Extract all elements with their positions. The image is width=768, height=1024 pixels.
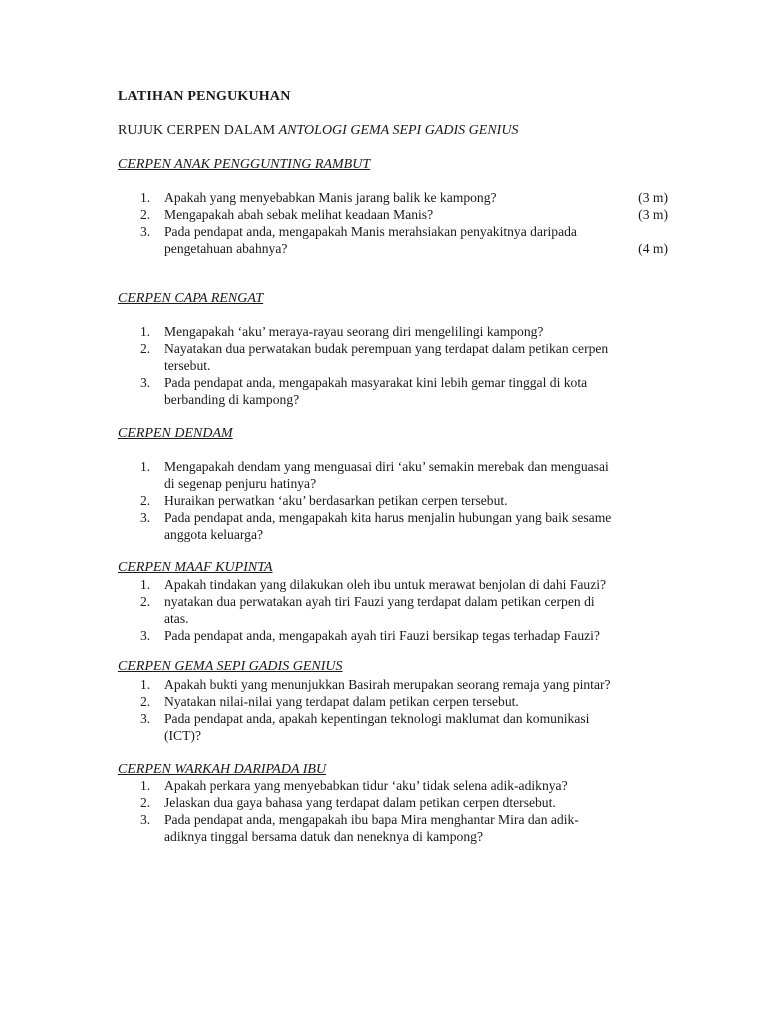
question-item (118, 374, 678, 408)
page-subtitle (118, 122, 518, 139)
question-text-line: Pada pendapat anda, mengapakah kita harus menjalin hubungan yang baik sesame (164, 510, 612, 525)
question-number: 2. (140, 795, 151, 810)
section-heading: CERPEN GEMA SEPI GADIS GENIUS (118, 659, 343, 674)
question-item (118, 593, 678, 627)
question-text-line: Pada pendapat anda, mengapakah ibu bapa Mira menghantar Mira dan adik- (164, 812, 579, 827)
question-text-line: atas. (164, 611, 189, 626)
question-marks: (3 m) (638, 207, 668, 222)
question-number: 2. (140, 341, 151, 356)
question-list (118, 323, 678, 408)
question-list (118, 777, 678, 845)
section-heading: CERPEN MAAF KUPINTA (118, 560, 273, 575)
question-text-line: Apakah bukti yang menunjukkan Basirah merupakan seorang remaja yang pintar? (164, 677, 611, 692)
subtitle-anthology: ANTOLOGI GEMA SEPI GADIS GENIUS (278, 123, 519, 138)
question-text-line: Mengapakah ‘aku’ meraya-rayau seorang diri mengelilingi kampong? (164, 324, 544, 339)
question-number: 3. (140, 224, 151, 239)
question-text-line: Apakah tindakan yang dilakukan oleh ibu untuk merawat benjolan di dahi Fauzi? (164, 577, 607, 592)
question-text-line: Huraikan perwatkan ‘aku’ berdasarkan petikan cerpen tersebut. (164, 493, 508, 508)
question-number: 2. (140, 594, 151, 609)
question-item (118, 627, 678, 644)
question-item (118, 710, 678, 744)
question-number: 2. (140, 493, 151, 508)
question-item (118, 323, 678, 340)
question-number: 2. (140, 207, 151, 222)
question-text-line: Nyatakan nilai-nilai yang terdapat dalam petikan cerpen tersebut. (164, 694, 519, 709)
question-text-line: tersebut. (164, 358, 211, 373)
question-item (118, 223, 678, 257)
question-text-line: Pada pendapat anda, apakah kepentingan teknologi maklumat dan komunikasi (164, 711, 590, 726)
question-text-line: Jelaskan dua gaya bahasa yang terdapat dalam petikan cerpen dtersebut. (164, 795, 556, 810)
question-text-line: (ICT)? (164, 728, 201, 743)
question-list (118, 676, 678, 744)
question-list (118, 458, 678, 543)
question-text-line: Mengapakah dendam yang menguasai diri ‘aku’ semakin merebak dan menguasai (164, 459, 609, 474)
section-heading: CERPEN WARKAH DARIPADA IBU (118, 762, 327, 777)
question-item (118, 777, 678, 794)
question-item (118, 189, 678, 206)
question-text-line: Mengapakah abah sebak melihat keadaan Manis? (164, 207, 434, 222)
question-item (118, 509, 678, 543)
question-text-line: nyatakan dua perwatakan ayah tiri Fauzi yang terdapat dalam petikan cerpen di (164, 594, 595, 609)
question-item (118, 794, 678, 811)
question-number: 3. (140, 628, 151, 643)
question-number: 1. (140, 324, 151, 339)
question-text-line: Pada pendapat anda, mengapakah masyarakat kini lebih gemar tinggal di kota (164, 375, 588, 390)
section-heading: CERPEN ANAK PENGGUNTING RAMBUT (118, 157, 371, 172)
subtitle-prefix: RUJUK CERPEN DALAM (118, 123, 279, 138)
question-item (118, 340, 678, 374)
question-marks: (3 m) (638, 190, 668, 205)
question-item (118, 206, 678, 223)
question-number: 3. (140, 375, 151, 390)
question-item (118, 693, 678, 710)
question-text-line: pengetahuan abahnya? (164, 241, 288, 256)
question-text-line: Pada pendapat anda, mengapakah Manis merahsiakan penyakitnya daripada (164, 224, 577, 239)
question-item (118, 576, 678, 593)
question-text-line: Nayatakan dua perwatakan budak perempuan yang terdapat dalam petikan cerpen (164, 341, 609, 356)
question-number: 1. (140, 677, 151, 692)
question-list (118, 576, 678, 644)
question-list (118, 189, 678, 257)
question-number: 1. (140, 577, 151, 592)
question-number: 1. (140, 190, 151, 205)
question-text-line: Apakah perkara yang menyebabkan tidur ‘aku’ tidak selena adik-adiknya? (164, 778, 568, 793)
question-text-line: adiknya tinggal bersama datuk dan neneknya di kampong? (164, 829, 483, 844)
section-heading: CERPEN DENDAM (118, 426, 233, 441)
question-number: 3. (140, 510, 151, 525)
question-item (118, 676, 678, 693)
question-number: 1. (140, 778, 151, 793)
question-text-line: anggota keluarga? (164, 527, 264, 542)
question-text-line: berbanding di kampong? (164, 392, 300, 407)
question-number: 2. (140, 694, 151, 709)
question-text-line: Pada pendapat anda, mengapakah ayah tiri Fauzi bersikap tegas terhadap Fauzi? (164, 628, 600, 643)
section-heading: CERPEN CAPA RENGAT (118, 291, 264, 306)
question-marks: (4 m) (638, 241, 668, 256)
question-item (118, 458, 678, 492)
question-number: 3. (140, 711, 151, 726)
question-text-line: Apakah yang menyebabkan Manis jarang balik ke kampong? (164, 190, 497, 205)
question-text-line: di segenap penjuru hatinya? (164, 476, 317, 491)
question-item (118, 811, 678, 845)
question-number: 3. (140, 812, 151, 827)
question-number: 1. (140, 459, 151, 474)
page-title: LATIHAN PENGUKUHAN (118, 89, 291, 104)
question-item (118, 492, 678, 509)
